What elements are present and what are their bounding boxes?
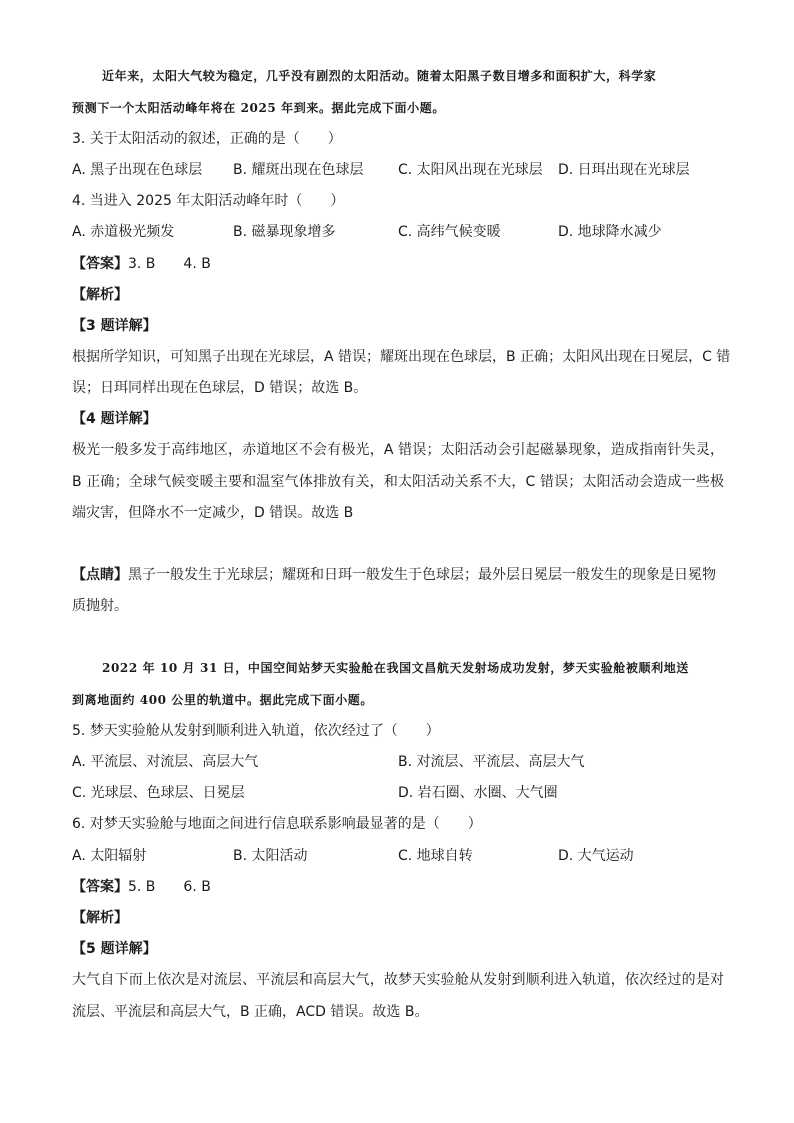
- question-4-stem: 4. 当进入 2025 年太阳活动峰年时（ ）: [72, 193, 345, 209]
- question-5-stem: 5. 梦天实验舱从发射到顺利进入轨道，依次经过了（ ）: [72, 723, 440, 739]
- note-line: [72, 565, 724, 585]
- passage-intro-line: 预测下一个太阳活动峰年将在 2025 年到来。据此完成下面小题。: [72, 101, 445, 115]
- detail-5-tag: 【5 题详解】: [72, 941, 157, 957]
- question-6-option-d: D. 大气运动: [558, 848, 634, 864]
- question-4-option-a: A. 赤道极光频发: [72, 224, 175, 240]
- question-4-option-d: D. 地球降水减少: [558, 224, 662, 240]
- detail-3-line: 误；日珥同样出现在色球层，D 错误；故选 B。: [72, 380, 368, 396]
- detail-4-tag: 【4 题详解】: [72, 411, 157, 427]
- detail-3-line: 根据所学知识，可知黑子出现在光球层，A 错误；耀斑出现在色球层，B 正确；太阳风出现在日冕层，C 错: [72, 349, 731, 365]
- question-3-option-c: C. 太阳风出现在光球层: [398, 162, 543, 178]
- note-text: 黑子一般发生于光球层；耀斑和日珥一般发生于色球层；最外层日冕层一般发生的现象是日冕物: [128, 567, 716, 583]
- answer-tag: 【答案】: [72, 256, 128, 272]
- question-3-option-d: D. 日珥出现在光球层: [558, 162, 690, 178]
- question-3-option-b: B. 耀斑出现在色球层: [233, 162, 364, 178]
- answer-line: [72, 254, 724, 274]
- detail-5-line: 大气自下而上依次是对流层、平流层和高层大气，故梦天实验舱从发射到顺利进入轨道，依次经过的是对: [72, 972, 724, 988]
- answer-text: 3. B 4. B: [128, 256, 211, 272]
- passage-intro-line: 2022 年 10 月 31 日，中国空间站梦天实验舱在我国文昌航天发射场成功发射，梦天实验舱被顺利地送: [102, 661, 689, 675]
- question-6-option-a: A. 太阳辐射: [72, 848, 147, 864]
- question-5-option-b: B. 对流层、平流层、高层大气: [398, 754, 585, 770]
- detail-4-line: B 正确；全球气候变暖主要和温室气体排放有关，和太阳活动关系不大，C 错误；太阳活动会造成一些极: [72, 474, 724, 490]
- question-6-option-c: C. 地球自转: [398, 848, 473, 864]
- answer-tag: 【答案】: [72, 879, 128, 895]
- question-5-option-d: D. 岩石圈、水圈、大气圈: [398, 785, 558, 801]
- question-6-option-b: B. 太阳活动: [233, 848, 308, 864]
- analysis-tag: 【解析】: [72, 287, 128, 303]
- question-5-option-c: C. 光球层、色球层、日冕层: [72, 785, 245, 801]
- passage-intro-line: 到离地面约 400 公里的轨道中。据此完成下面小题。: [72, 693, 374, 707]
- question-6-stem: 6. 对梦天实验舱与地面之间进行信息联系影响最显著的是（ ）: [72, 816, 482, 832]
- note-tag: 【点睛】: [72, 567, 128, 583]
- question-4-option-b: B. 磁暴现象增多: [233, 224, 336, 240]
- question-4-option-c: C. 高纬气候变暖: [398, 224, 501, 240]
- answer-line: [72, 877, 724, 897]
- answer-text: 5. B 6. B: [128, 879, 211, 895]
- detail-4-line: 端灾害，但降水不一定减少，D 错误。故选 B: [72, 505, 354, 521]
- question-3-option-a: A. 黑子出现在色球层: [72, 162, 203, 178]
- detail-4-line: 极光一般多发于高纬地区，赤道地区不会有极光，A 错误；太阳活动会引起磁暴现象，造成指南针失灵，: [72, 442, 724, 458]
- question-5-option-a: A. 平流层、对流层、高层大气: [72, 754, 259, 770]
- passage-intro-line: 近年来，太阳大气较为稳定，几乎没有剧烈的太阳活动。随着太阳黑子数目增多和面积扩大，科学家: [102, 69, 657, 83]
- analysis-tag: 【解析】: [72, 910, 128, 926]
- note-line: 质抛射。: [72, 598, 128, 614]
- question-3-stem: 3. 关于太阳活动的叙述，正确的是（ ）: [72, 131, 342, 147]
- detail-3-tag: 【3 题详解】: [72, 318, 157, 334]
- detail-5-line: 流层、平流层和高层大气，B 正确，ACD 错误。故选 B。: [72, 1004, 429, 1020]
